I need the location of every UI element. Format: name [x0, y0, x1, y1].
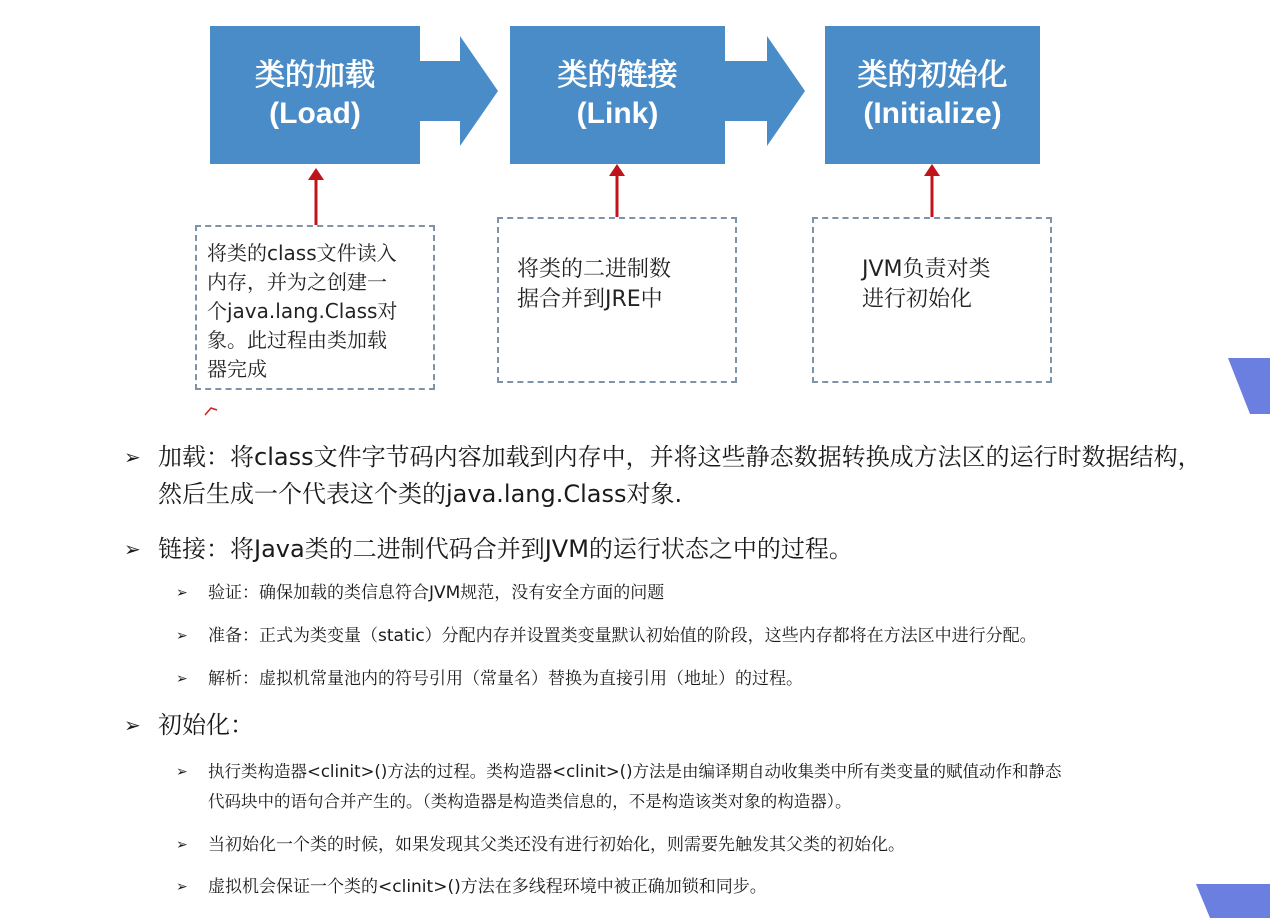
- note-load-line-4: 象。此过程由类加载: [207, 328, 387, 352]
- bullet-arrow-icon: ➢: [176, 671, 188, 687]
- init-title: 初始化：: [158, 711, 254, 739]
- note-link-line-1: 将类的二进制数: [517, 257, 672, 282]
- init-item-1-line-1: 执行类构造器<clinit>()方法的过程。类构造器<clinit>()方法是由编译期自动收集类中所有类变量的赋值动作和静态: [208, 762, 1062, 781]
- stage-link-title: 类的链接: [557, 59, 678, 92]
- linking-item-verify: 验证：确保加载的类信息符合JVM规范，没有安全方面的问题: [208, 583, 665, 603]
- stage-initialize-title: 类的初始化: [857, 59, 1008, 92]
- stage-load-title: 类的加载: [255, 59, 375, 92]
- init-item-3: 虚拟机会保证一个类的<clinit>()方法在多线程环境中被正确加锁和同步。: [208, 877, 767, 897]
- bullet-arrow-icon: ➢: [124, 445, 141, 469]
- bullet-arrow-icon: ➢: [176, 764, 188, 780]
- stage-link-en: (Link): [576, 97, 659, 130]
- bullet-arrow-icon: ➢: [176, 879, 188, 895]
- linking-item-resolve: 解析：虚拟机常量池内的符号引用（常量名）替换为直接引用（地址）的过程。: [208, 669, 803, 689]
- init-item-1-line-2: 代码块中的语句合并产生的。（类构造器是构造类信息的，不是构造该类对象的构造器）。: [208, 792, 852, 811]
- note-load-line-1: 将类的class文件读入: [207, 241, 397, 265]
- note-initialize-line-1: JVM负责对类: [862, 257, 991, 282]
- note-load-line-5: 器完成: [207, 357, 267, 381]
- note-link-line-2: 据合并到JRE中: [517, 287, 663, 312]
- loading-line-1: 加载：将class文件字节码内容加载到内存中，并将这些静态数据转换成方法区的运行时数据结构，: [158, 443, 1202, 471]
- linking-title: 链接：将Java类的二进制代码合并到JVM的运行状态之中的过程。: [158, 535, 853, 563]
- note-load-line-3: 个java.lang.Class对: [207, 299, 398, 323]
- bullet-arrow-icon: ➢: [124, 713, 141, 737]
- note-initialize-line-2: 进行初始化: [862, 287, 973, 312]
- note-load-line-2: 内存，并为之创建一: [207, 270, 387, 294]
- linking-item-prepare: 准备：正式为类变量（static）分配内存并设置类变量默认初始值的阶段，这些内存都将在方法区中进行分配。: [208, 626, 1037, 646]
- bullet-arrow-icon: ➢: [176, 628, 188, 644]
- stage-load-en: (Load): [269, 97, 361, 130]
- bullet-arrow-icon: ➢: [124, 537, 141, 561]
- stage-initialize-en: (Initialize): [863, 97, 1002, 130]
- bullet-arrow-icon: ➢: [176, 837, 188, 853]
- init-item-2: 当初始化一个类的时候，如果发现其父类还没有进行初始化，则需要先触发其父类的初始化。: [208, 835, 905, 855]
- loading-line-2: 然后生成一个代表这个类的java.lang.Class对象.: [158, 480, 683, 508]
- bullet-arrow-icon: ➢: [176, 585, 188, 601]
